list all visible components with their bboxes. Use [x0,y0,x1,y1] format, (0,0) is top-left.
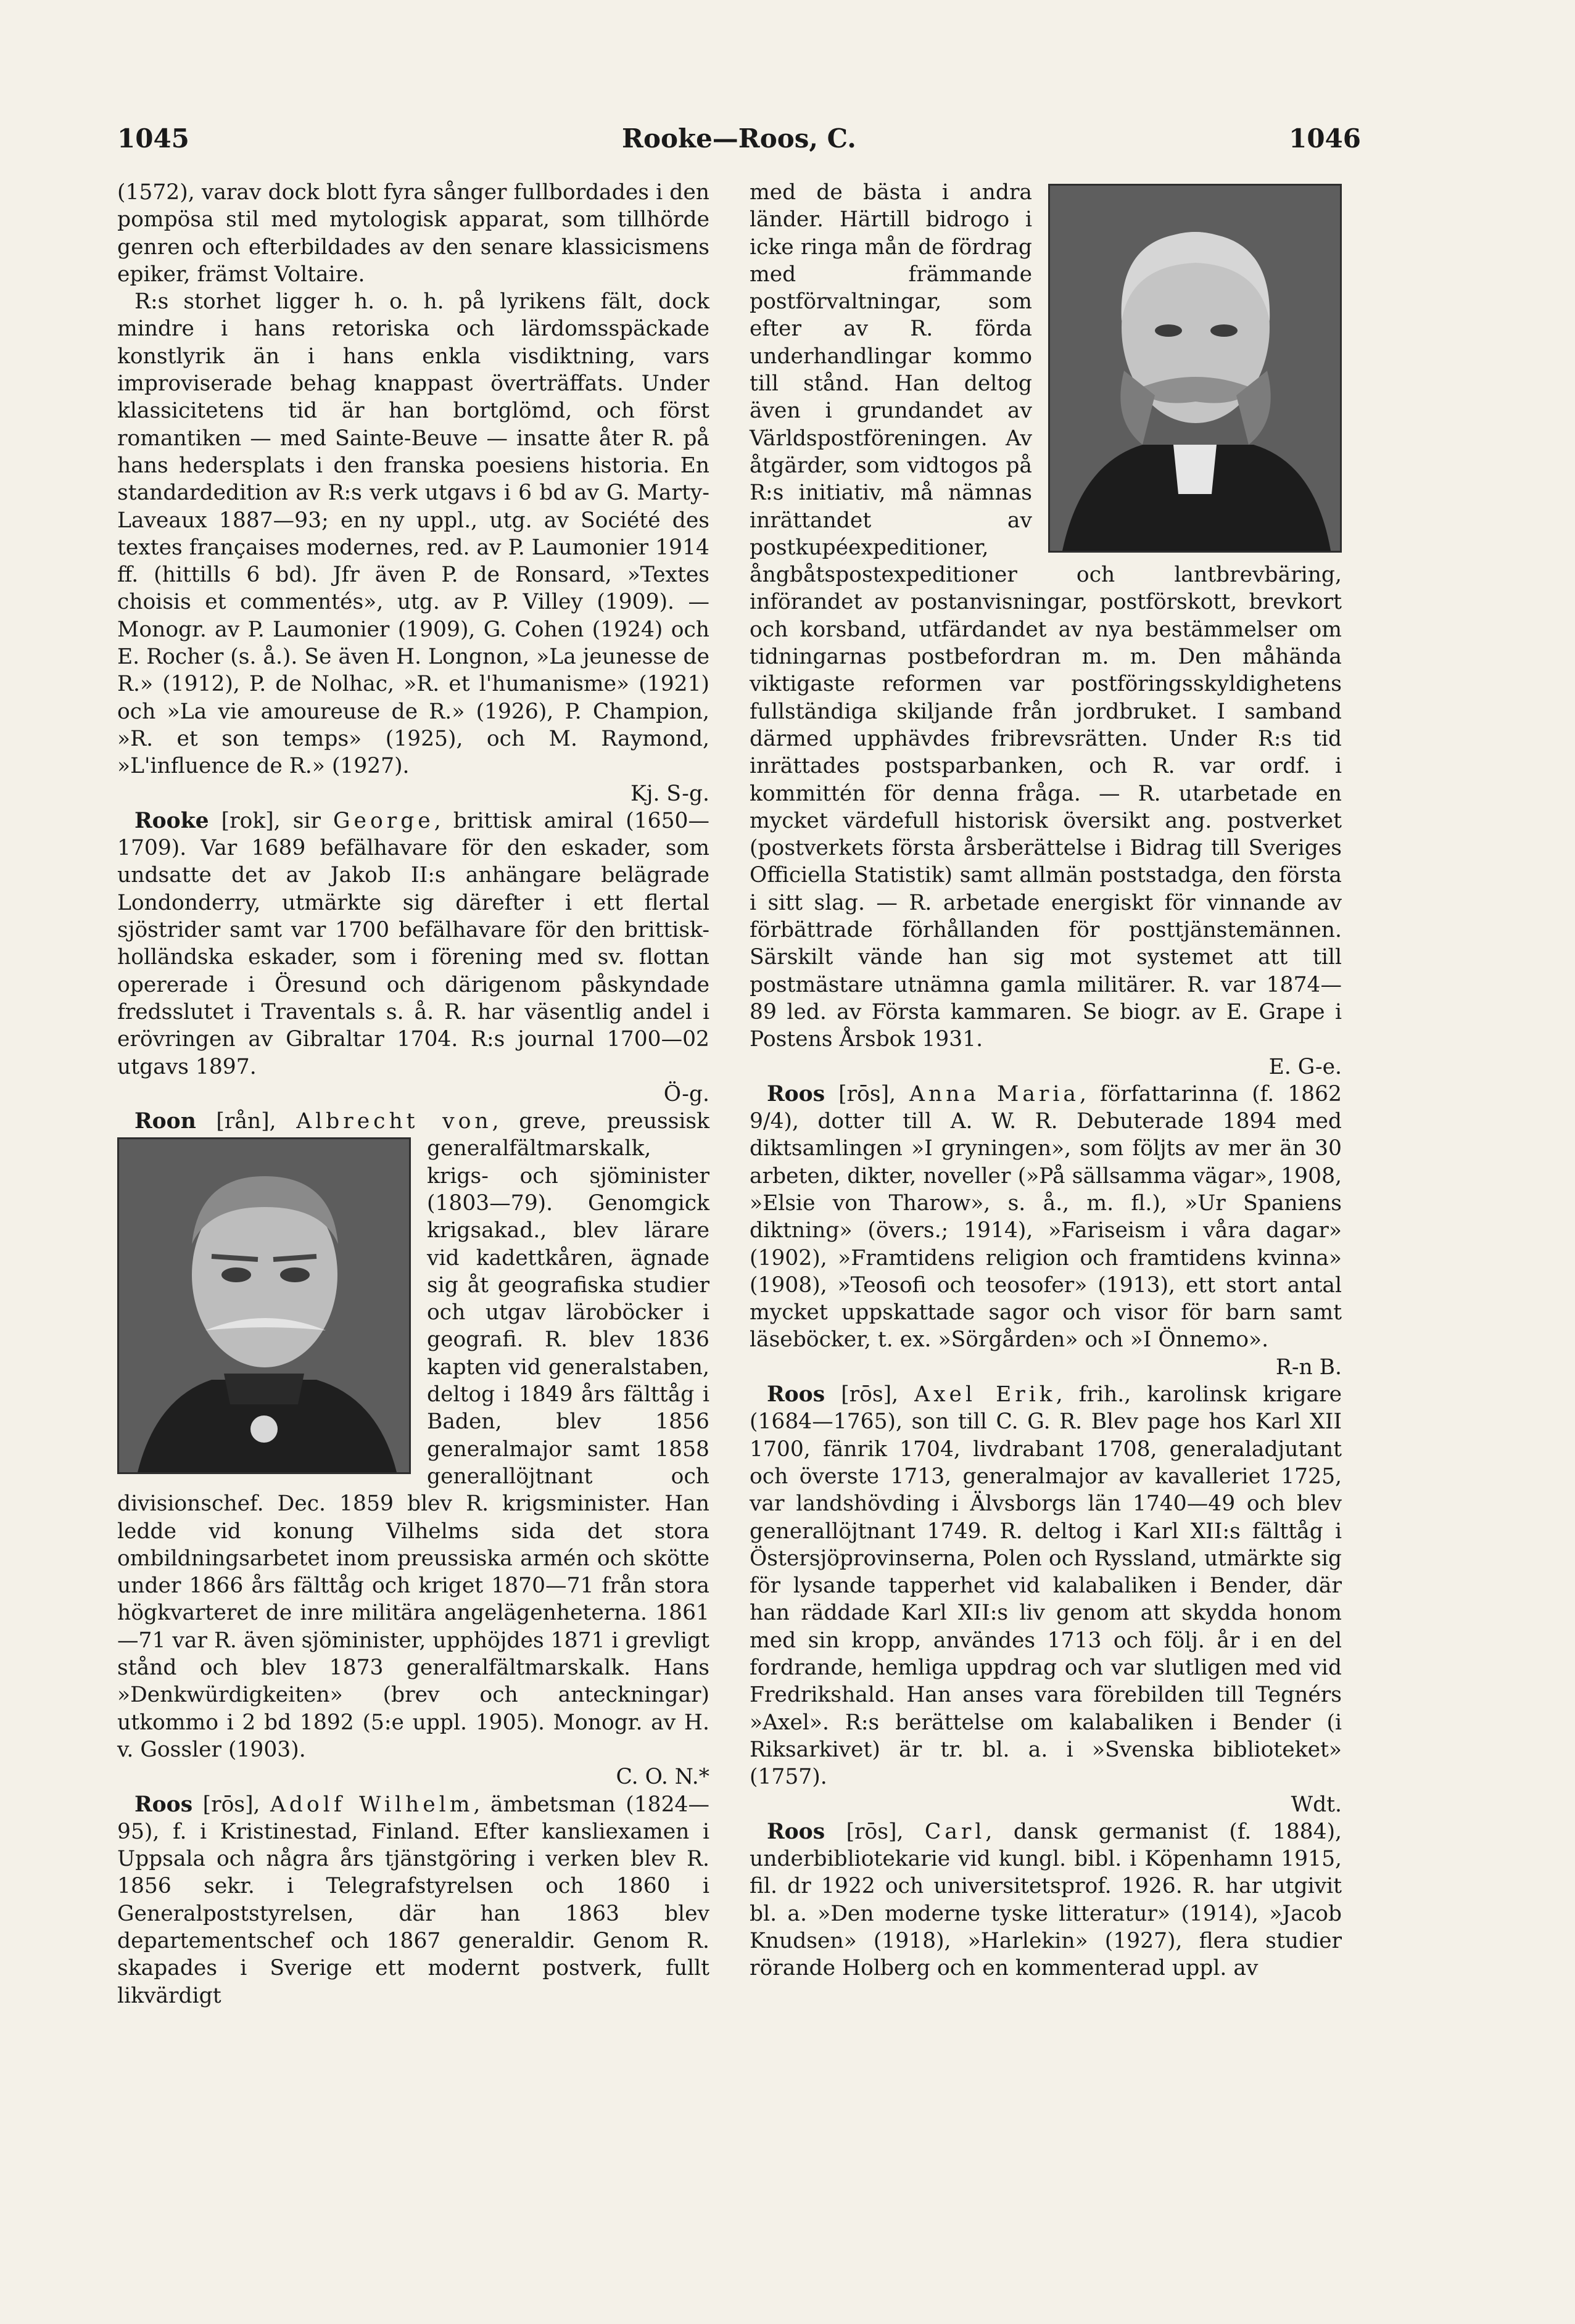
left-column [117,179,709,2009]
entry-text: , brittisk amiral (1650—1709). Var 1689 befälhavare för den eskader, som undsatte det av Jakob II:s anhängare belägrade Londonderry, utmärkte sig därefter i ett flertal sjöstrider samt var 1700 befälhavare för den brittisk-holländska eskader, som i förening med sv. flottan opererade i Öresund och därigenom påskyndade fredsslutet i Traventals s. å. R. har väsentlig andel i erövringen av Gibraltar 1704. R:s journal 1700—02 utgavs 1897. [117,808,709,1079]
signature: E. G-e. [1268,1054,1342,1079]
ronsard-continuation: (1572), varav dock blott fyra sånger fullbordades i den pompösa stil med mytologisk apparat, som tillhörde genren och efterbildades av den senare klassicismens epiker, främst Voltaire. [117,180,709,287]
ronsard-paragraph [117,288,709,807]
headword: Rooke [134,808,209,833]
roon-portrait-image [119,1139,409,1472]
entry-roos-adolf [117,1791,709,2009]
entry-text: , greve, preussisk generalfältmarskalk, krigs- och sjöminister (1803—79). Genomgick krigsakad., blev lärare vid kadettkåren, ägnade sig åt geografiska studier och utgav läroböcker i geografi. R. blev 1836 kapten vid generalstaben, deltog i 1849 års fälttåg i Baden, blev 1856 generalmajor samt 1858 generallöjtnant och divisionschef. Dec. 1859 blev R. krigsminister. Han ledde vid konung Vilhelms sida det stora ombildningsarbetet inom preussiska armén och skötte under 1866 års fälttåg och kriget 1870—71 från stora högkvarteret de inre militära angelägenheterna. 1861—71 var R. även sjöminister, upphöjdes 1871 i grevligt stånd och blev 1873 generalfältmarskalk. Hans »Denkwürdigkeiten» (brev och anteckningar) utkommo i 2 bd 1892 (5:e uppl. 1905). Monogr. av H. v. Gossler (1903). [117,1109,709,1762]
entry-rooke [117,807,709,1108]
headword: Roon [134,1109,196,1134]
pronunciation: [rōs], [202,1792,260,1817]
headword: Roos [767,1382,825,1407]
entry-roos-anna-maria [750,1081,1342,1381]
roos-adolf-continuation [750,179,1342,1081]
headword: Roos [767,1081,825,1106]
page-header [117,123,1361,167]
given-name: Anna Maria [909,1081,1080,1106]
entry-roon [117,1108,709,1790]
roos-adolf-portrait-image [1050,186,1340,551]
given-name: Axel Erik [914,1382,1056,1407]
signature: Ö-g. [663,1081,709,1106]
signature: Wdt. [1291,1792,1342,1817]
entry-roos-axel-erik [750,1381,1342,1818]
pronunciation: [rån], [216,1109,276,1134]
signature: C. O. N.* [616,1765,709,1790]
entry-text: , dansk germanist (f. 1884), underbibliotekarie vid kungl. bibl. i Köpenhamn 1915, fil. dr 1922 och universitetsprof. 1926. R. har utgivit bl. a. »Den moderne tyske litteratur» (1914), »Jacob Knudsen» (1918), »Harlekin» (1927), flera studier rörande Holberg och en kommenterad uppl. av [750,1819,1342,1981]
signature: R-n B. [1275,1354,1342,1380]
entry-text: , frih., karolinsk krigare (1684—1765), son till C. G. R. Blev page hos Karl XII 1700, fänrik 1704, livdrabant 1708, generaladjutant och överste 1713, generalmajor av kavalleriet 1725, var landshövding i Älvsborgs län 1740—49 och blev generallöjtnant 1749. R. deltog i Karl XII:s fälttåg i Östersjöprovinserna, Polen och Ryssland, utmärkte sig för lysande tapperhet vid kalabaliken i Bender, där han räddade Karl XII:s liv genom att skydda honom med sin kropp, användes 1713 och följ. år i en del fordrande, hemliga uppdrag och var slutligen med vid Fredrikshald. Han anses vara förebilden till Tegnérs »Axel». R:s berättelse om kalabaliken i Bender (i Riksarkivet) är tr. bl. a. i »Svenska biblioteket» (1757). [750,1382,1342,1790]
entry-roos-carl [750,1818,1342,1982]
entry-text: , ämbetsman (1824—95), f. i Kristinestad, Finland. Efter kansliexamen i Uppsala och några års tjänstgöring i verken blev R. 1856 sekr. i Telegrafstyrelsen och 1860 i Generalpoststyrelsen, där han 1863 blev departementschef och 1867 generaldir. Genom R. skapades i Sverige ett modernt postverk, fullt likvärdigt [117,1792,710,2008]
roos-adolf-portrait [1048,184,1342,553]
headword: Roos [767,1819,825,1844]
given-name: Adolf Wilhelm [270,1792,474,1817]
right-column [750,179,1342,1982]
ronsard-text: R:s storhet ligger h. o. h. på lyrikens fält, dock mindre i hans retoriska och lärdomsspäckade konstlyrik än i hans enkla visdiktning, vars improviserade behag knappast överträffats. Under klassicitetens tid är han bortglömd, och först romantiken — med Sainte-Beuve — insatte åter R. på hans hedersplats i den franska poesiens historia. En standardedition av R:s verk utgavs i 6 bd av G. Marty-Laveaux 1887—93; en ny uppl., utg. av Société des textes françaises modernes, red. av P. Laumonier 1914 ff. (hittills 6 bd). Jfr även P. de Ronsard, »Textes choisis et commentés», utg. av P. Villey (1909). — Monogr. av P. Laumonier (1909), G. Cohen (1924) och E. Rocher (s. å.). Se även H. Longnon, »La jeunesse de R.» (1912), P. de Nolhac, »R. et l'humanisme» (1921) och »La vie amoureuse de R.» (1926), P. Champion, »R. et son temps» (1925), och M. Raymond, »L'influence de R.» (1927). [117,289,709,779]
page-number-right: 1046 [1289,123,1361,154]
signature: Kj. S-g. [630,781,709,806]
running-title: Rooke—Roos, C. [622,123,856,154]
pronunciation: [rōs], [846,1819,904,1844]
entry-text: med de bästa i andra länder. Härtill bidrogo i icke ringa mån de fördrag med främmande postförvaltningar, som efter av R. förda underhandlingar kommo till stånd. Han deltog även i grundandet av Världspostföreningen. Av åtgärder, som vidtogos på R:s initiativ, må nämnas inrättandet av postkupéexpeditioner, ångbåtspostexpeditioner och lantbrevbäring, införandet av postanvisningar, postförskott, brevkort och korsband, utfärdandet av nya bestämmelser om tidningarnas postbefordran m. m. Den måhända viktigaste reformen var postföringsskyldighetens fullständiga skiljande från jordbruket. I samband därmed upphävdes fribrevsrätten. Under R:s tid inrättades postsparbanken, och R. var ordf. i kommittén för denna fråga. — R. utarbetade en mycket värdefull historisk översikt ang. postverket (postverkets första årsberättelse i Bidrag till Sveriges Officiella Statistik) samt allmän poststadga, den första i sitt slag. — R. arbetade energiskt för vinnande av förbättrade förhållanden för posttjänstemännen. Särskilt vände han sig mot systemet att till postmästare utnämna gamla militärer. R. var 1874—89 led. av Första kammaren. Se biogr. av E. Grape i Postens Årsbok 1931. [750,180,1342,1052]
pronunciation: [rōs], [838,1081,896,1106]
given-name: Albrecht von [296,1109,492,1134]
entry-text: , författarinna (f. 1862 9/4), dotter till A. W. R. Debuterade 1894 med diktsamlingen »I gryningen», som följts av mer än 30 arbeten, dikter, noveller (»På sällsamma vägar», 1908, »Elsie von Tharow», s. å., m. fl.), »Ur Spaniens diktning» (övers.; 1914), »Fariseism i våra dagar» (1902), »Framtidens religion och framtidens kvinna» (1908), »Teosofi och teosofer» (1913), ett stort antal mycket uppskattade sagor och visor för barn samt läseböcker, t. ex. »Sörgården» och »I Önnemo». [750,1081,1342,1353]
pronunciation: [rok], sir [221,808,321,833]
pronunciation: [rōs], [841,1382,899,1407]
roon-portrait [117,1137,411,1474]
headword: Roos [134,1792,193,1817]
given-name: George [333,808,434,833]
given-name: Carl [924,1819,986,1844]
page-number-left: 1045 [117,123,189,154]
